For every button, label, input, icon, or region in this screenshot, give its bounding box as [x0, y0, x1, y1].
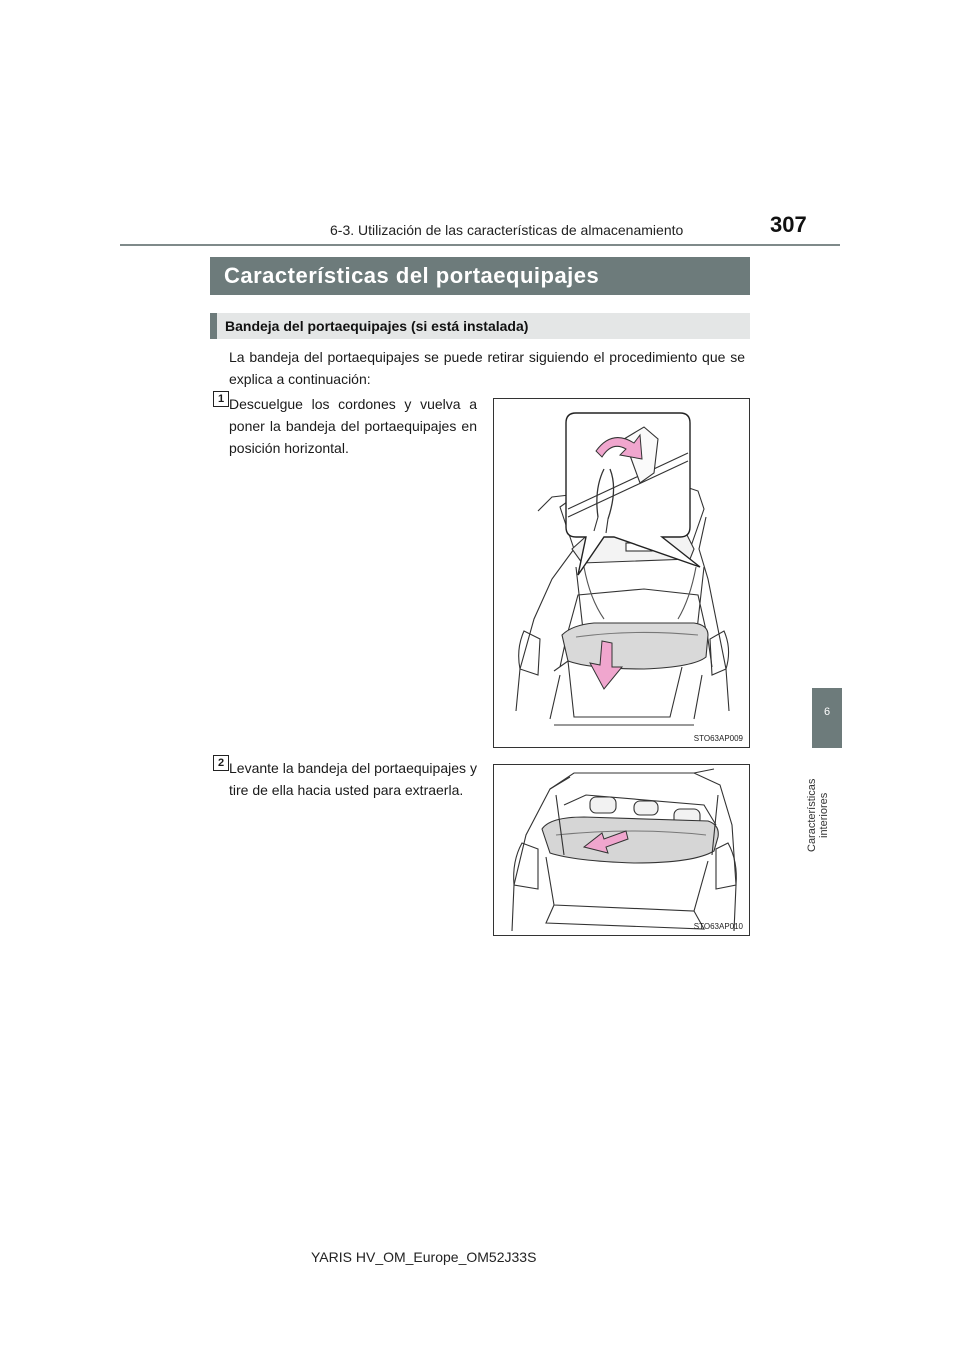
section-banner — [210, 257, 750, 295]
footer-document-id: YARIS HV_OM_Europe_OM52J33S — [311, 1249, 537, 1265]
figure-remove-tray — [493, 764, 750, 936]
chapter-tab — [812, 688, 842, 748]
step-number-1: 1 — [213, 391, 229, 407]
header-rule — [120, 244, 840, 246]
step-text-2: Levante la bandeja del portaequipajes y tire de ella hacia usted para extraerla. — [229, 760, 477, 798]
section-title: Características del portaequipajes — [224, 263, 600, 288]
subsection-marker — [210, 313, 217, 339]
subsection-title: Bandeja del portaequipajes (si está instalada) — [225, 318, 529, 334]
step-number-2: 2 — [213, 755, 229, 771]
figure-code-2: STO63AP010 — [693, 922, 743, 931]
chapter-tab-number: 6 — [823, 706, 831, 718]
subsection-header — [210, 313, 750, 339]
intro-paragraph: La bandeja del portaequipajes se puede retirar siguiendo el procedimiento que se explica a continuación: — [229, 349, 745, 387]
running-header-title: 6-3. Utilización de las características de almacenamiento — [330, 222, 684, 238]
hatchback-cords-illustration — [494, 399, 750, 748]
hatchback-tray-illustration — [494, 765, 750, 936]
chapter-tab-label: Características interiores — [806, 778, 830, 852]
figure-unhook-cords — [493, 398, 750, 748]
page-number: 307 — [770, 212, 807, 237]
step-text-1: Descuelgue los cordones y vuelva a poner la bandeja del portaequipajes en posición horizontal. — [229, 396, 477, 456]
figure-code-1: STO63AP009 — [693, 734, 743, 743]
